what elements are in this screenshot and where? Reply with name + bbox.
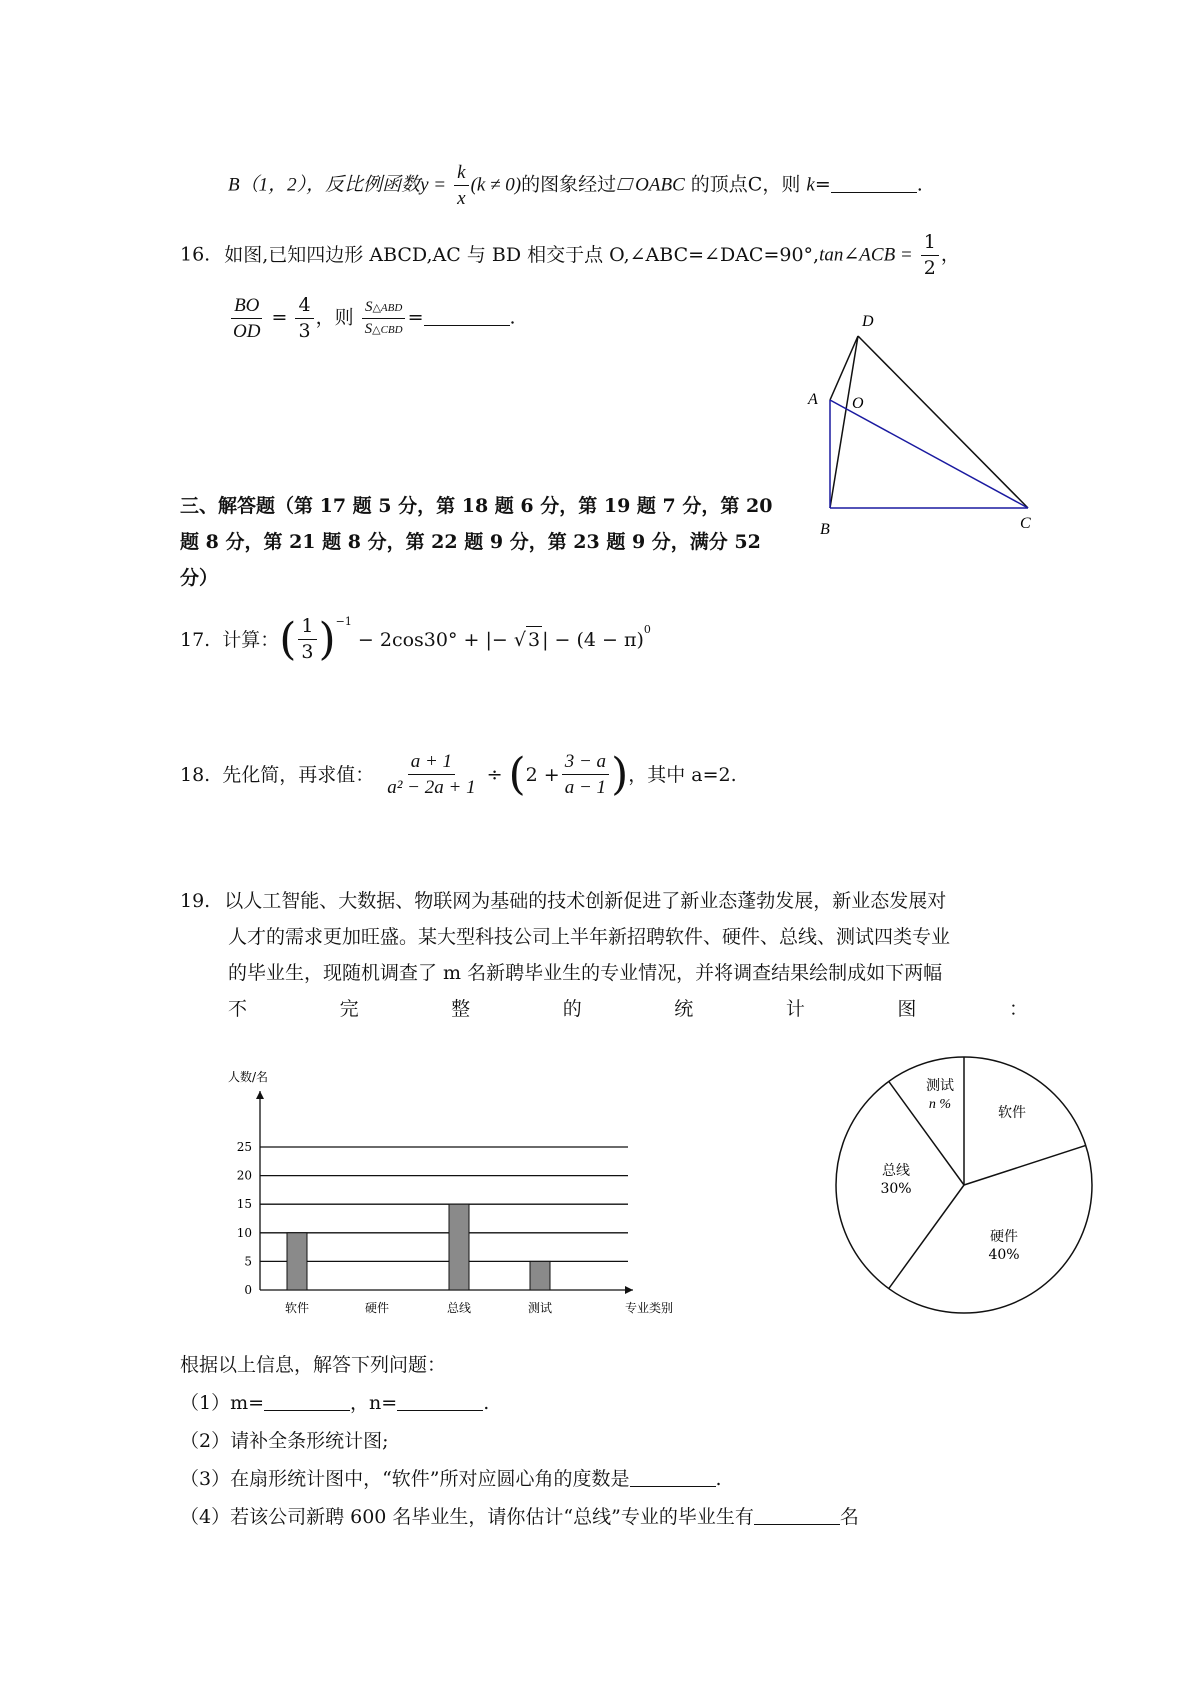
sqrt-sign: √	[513, 628, 526, 651]
pie-value-总线: 30%	[880, 1181, 912, 1197]
section-heading-line1: 三、解答题（第 17 题 5 分，第 18 题 6 分，第 19 题 7 分，第 20	[180, 495, 773, 517]
q16-tan-fraction: $\frac{1}{2}$	[921, 233, 939, 278]
q19-line1: 19. 以人工智能、大数据、物联网为基础的技术创新促进了新业态蓬勃发展，新业态发展对	[180, 890, 947, 912]
sub-question-4: （4）若该公司新聘 600 名毕业生，请你估计“总线”专业的毕业生有 名	[180, 1506, 859, 1528]
y-tick-label: 15	[236, 1197, 252, 1212]
question-number: 17.	[180, 628, 211, 651]
q18-fraction-2: $\frac{3 - a}{a - 1}$	[562, 752, 609, 797]
paren-left: (	[279, 613, 297, 665]
q16-line1: 16. 如图,已知四边形 ABCD,AC 与 BD 相交于点 O,∠ABC=∠DAC=90°,tan∠ACB = $\frac{1}{2}$ ，	[180, 231, 960, 279]
paren-left: (	[508, 748, 526, 800]
q16-line2: $\frac{BO}{OD}$ = $\frac{4}{3}$ ，则 $\frac{\text{S△ABD}}{\text{S△CBD}}$ = .	[228, 296, 516, 341]
paren-right: )	[611, 748, 629, 800]
question-number: 19.	[180, 890, 211, 912]
answer-blank[interactable]	[424, 305, 510, 326]
x-tick-label: 软件	[284, 1301, 310, 1315]
q16-text: 如图,已知四边形 ABCD,AC 与 BD 相交于点 O,∠ABC=∠DAC=90°,	[224, 243, 820, 266]
pie-label-总线: 总线	[882, 1163, 910, 1179]
bar-软件	[287, 1233, 307, 1290]
q19-line2: 人才的需求更加旺盛。某大型科技公司上半年新招聘软件、硬件、总线、测试四类专业	[228, 926, 951, 948]
pie-chart	[830, 1045, 1110, 1325]
pie-label-测试: 测试	[926, 1078, 954, 1094]
q15-fraction: $\frac{k}{x}$	[454, 163, 468, 208]
q16-ratio-fraction: $\frac{BO}{OD}$	[233, 295, 261, 342]
x-tick-label: 测试	[527, 1301, 553, 1315]
segment-db	[830, 336, 858, 508]
q15-tail: 的顶点C，则	[684, 173, 807, 196]
section-heading-line3: 分）	[180, 567, 219, 589]
label-a: A	[808, 391, 818, 408]
y-tick-label: 0	[244, 1283, 252, 1297]
q15-tail-line: B（1，2），反比例函数y = $\frac{k}{x}$ (k ≠ 0)的图象经过 OABC 的顶点C，则 k= .	[228, 162, 923, 209]
segment-ad	[830, 336, 858, 400]
pie-value-测试: n %	[928, 1097, 952, 1112]
q17-line: 17. 计算： ( $\frac{1}{3}$ ) −1 − 2cos30° + |− √ 3 | − (4 − π) 0	[180, 613, 651, 665]
y-axis-label: 人数/名	[228, 1070, 269, 1084]
parallelogram-icon	[617, 178, 634, 190]
segment-dc	[858, 336, 1028, 508]
answer-blank[interactable]	[831, 172, 917, 193]
q16-ratio-value: $\frac{4}{3}$	[295, 296, 313, 341]
answer-blank-n[interactable]	[397, 1390, 483, 1411]
q15-point: B（1，2），反比例函数	[228, 174, 421, 196]
bar-总线	[449, 1204, 469, 1290]
q15-shape: OABC	[635, 174, 685, 196]
label-b: B	[820, 521, 830, 538]
x-axis-label: 专业类别	[625, 1301, 674, 1315]
section-heading-line2: 题 8 分，第 21 题 8 分，第 22 题 9 分，第 23 题 9 分，满分 52	[180, 531, 761, 553]
answer-blank-m[interactable]	[264, 1390, 350, 1411]
geometry-figure	[790, 300, 1050, 540]
paren-right: )	[318, 613, 336, 665]
q19-line3: 的毕业生，现随机调查了 m 名新聘毕业生的专业情况，并将调查结果绘制成如下两幅	[228, 962, 943, 984]
q19-line4: 不 完 整 的 统 计 图 ：	[228, 998, 1028, 1020]
pie-value-硬件: 40%	[988, 1247, 1020, 1263]
q16-area-fraction: $\frac{\text{S△ABD}}{\text{S△CBD}}$	[362, 300, 406, 337]
pie-label-软件: 软件	[998, 1105, 1026, 1121]
answer-blank-count[interactable]	[754, 1504, 840, 1525]
x-axis-arrow	[625, 1286, 633, 1294]
y-tick-label: 10	[236, 1225, 252, 1240]
x-tick-label: 硬件	[364, 1301, 390, 1315]
q15-mid: 的图象经过	[521, 173, 617, 196]
sub-question-3: （3）在扇形统计图中，“软件”所对应圆心角的度数是 .	[180, 1468, 722, 1490]
sub-question-2: （2）请补全条形统计图;	[180, 1430, 389, 1452]
bar-测试	[530, 1261, 550, 1290]
question-number: 18.	[180, 763, 211, 786]
y-tick-label: 5	[244, 1254, 252, 1269]
y-tick-label: 20	[236, 1168, 252, 1183]
questions-intro: 根据以上信息，解答下列问题：	[180, 1354, 447, 1376]
q17-fraction: $\frac{1}{3}$	[298, 617, 316, 662]
q15-k: k	[806, 174, 815, 196]
bar-chart	[228, 1055, 674, 1325]
y-tick-label: 25	[236, 1140, 252, 1154]
label-o: O	[852, 395, 864, 412]
q15-cond: (k ≠ 0)	[470, 174, 522, 196]
segment-ac	[830, 400, 1028, 508]
pie-label-硬件: 硬件	[990, 1229, 1018, 1245]
q18-fraction-1: $\frac{a + 1}{\text{a² − 2a + 1}}$	[387, 751, 476, 798]
answer-blank-angle[interactable]	[630, 1466, 716, 1487]
x-tick-label: 总线	[446, 1301, 472, 1315]
sub-question-1: （1）m= ，n= .	[180, 1392, 490, 1414]
label-d: D	[862, 313, 874, 330]
label-c: C	[1020, 515, 1031, 532]
q15-func-y: y =	[420, 174, 447, 196]
y-axis-arrow	[256, 1091, 264, 1099]
q18-line: 18. 先化简，再求值： $\frac{a + 1}{\text{a² − 2a + 1}}$ ÷ ( 2 + $\frac{3 - a}{a - 1}$ ) ，其中 a=2.	[180, 748, 737, 800]
question-number: 16.	[180, 243, 211, 266]
